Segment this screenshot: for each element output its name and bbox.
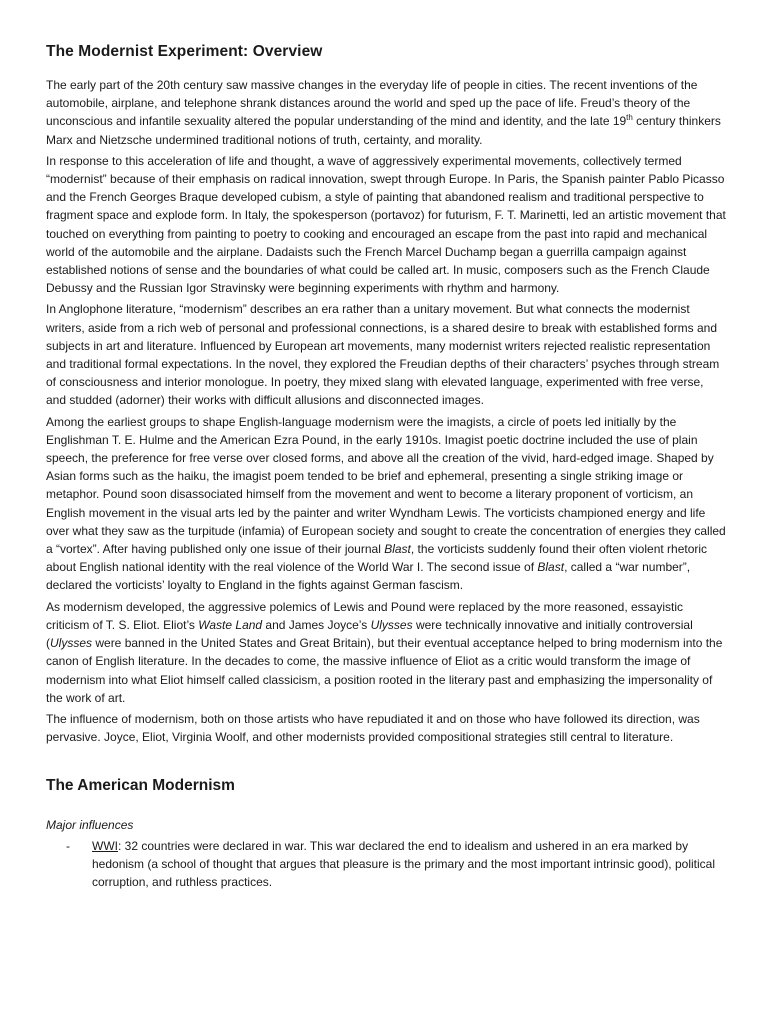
paragraph-4-text-a: Among the earliest groups to shape English-language modernism were the imagists, a circle of poets led initially by the Englishman T. E. Hulme and the American Ezra Pound, in the early 1910s. Imagist poetic doctrine included the use of plain speech, the preference for free verse over closed forms, and above all the creation of the vivid, hard-edged image. Shaped by Asian forms such as the haiku, the imagist poem tended to be brief and ephemeral, presenting a single striking image or metaphor. Pound soon disassociated himself from the movement and went to become a literary proponent of vorticism, an English movement in the visual arts led by the painter and writer Wyndham Lewis. The vorticists championed energy and life over what they saw as the turpitude (infamia) of European society and sought to create the concentration of energies they called a “vortex”. After having published only one issue of their journal [46, 414, 726, 557]
list-item-text: 32 countries were declared in war. This war declared the end to idealism and ushered in an era marked by hedonism (a school of thought that argues that pleasure is the primary and the most important intrinsic good), political corruption, and ruthless practices. [92, 838, 715, 889]
paragraph-4 [46, 413, 726, 595]
list-item-colon: : [118, 838, 122, 853]
paragraph-1-text-b: century thinkers Marx and Nietzsche undermined traditional notions of truth, certainty, and morality. [46, 114, 721, 147]
document-page [46, 42, 726, 891]
list-dash: - [66, 838, 70, 853]
blast-title-2: Blast [537, 560, 565, 575]
paragraph-5-text-c: were technically innovative and initially controversial ( [46, 617, 693, 651]
ordinal-suffix: th [626, 113, 633, 123]
paragraph-4-text-b: , the vorticists suddenly found their often violent rhetoric about English national identity with the real violence of the World War I. The second issue of [46, 542, 708, 575]
paragraph-1 [46, 76, 726, 149]
section-title: The American Modernism [46, 777, 235, 795]
paragraph-2: In response to this acceleration of life and thought, a wave of aggressively experimental movements, collectively termed “modernist” because of their emphasis on radical innovation, swept through Europe. In Paris, the Spanish painter Pablo Picasso and the French Georges Braque developed cubism, a style of painting that abandoned realism and traditional perspective to fragment space and explode form. In Italy, the spokesperson (portavoz) for futurism, F. T. Marinetti, led an artistic movement that touched on everything from painting to poetry to cooking and encouraged an escape from the past into rapid and mechanical world of the automobile and the airplane. Dadaists such the French Marcel Duchamp began a guerrilla campaign against established notions of sense and the boundaries of what could be called art. In music, composers such as the French Claude Debussy and the Russian Igor Stravinsky were beginning experiments with rhythm and harmony. [46, 153, 726, 296]
section-subhead: Major influences [46, 818, 134, 833]
list-item-term: WWI [92, 838, 118, 853]
paragraph-5 [46, 598, 726, 707]
paragraph-1-text-a: The early part of the 20th century saw massive changes in the everyday life of people in cities. The recent inventions of the automobile, airplane, and telephone shrank distances around the world and sped up the pace of life. Freud’s theory of the unconscious and infantile sexuality altered the popular understanding of the mind and identity, and the late 19 [46, 78, 698, 129]
paragraph-5-text-a: As modernism developed, the aggressive polemics of Lewis and Pound were replaced by the more reasoned, essayistic criticism of T. S. Eliot. Eliot’s [46, 599, 684, 632]
blast-title-1: Blast [384, 542, 411, 557]
waste-land-title: Waste Land [198, 617, 263, 632]
paragraph-4-text-c: , called a “war number”, declared the vorticists’ loyalty to England in the fights against German fascism. [46, 560, 691, 593]
influences-list [46, 837, 726, 892]
ulysses-title-2: Ulysses [50, 636, 93, 651]
paragraph-6: The influence of modernism, both on those artists who have repudiated it and on those who have followed its direction, was pervasive. Joyce, Eliot, Virginia Woolf, and other modernists provided compositional strategies still central to literature. [46, 711, 700, 745]
list-item [46, 837, 726, 892]
ulysses-title-1: Ulysses [370, 617, 413, 632]
paragraph-5-text-d: were banned in the United States and Great Britain), but their eventual acceptance helped to bring modernism into the canon of English literature. In the decades to come, the massive influence of Eliot as a critic would transform the image of modernism into what Eliot himself called classicism, a position rooted in the literary past and emphasizing the impersonality of the work of art. [46, 636, 723, 705]
paragraph-5-text-b: and James Joyce’s [262, 617, 371, 632]
paragraph-3: In Anglophone literature, “modernism” describes an era rather than a unitary movement. But what connects the modernist writers, aside from a rich web of personal and professional connections, is a shared desire to break with established forms and subjects in art and literature. Influenced by European art movements, many modernist writers rejected realistic representation and traditional formal expectations. In the novel, they explored the Freudian depths of their characters’ psyches through stream of consciousness and interior monologue. In poetry, they mixed slang with elevated language, experimented with free verse, and studded (adorner) their works with difficult allusions and disconnected images. [46, 302, 720, 408]
page-title: The Modernist Experiment: Overview [46, 43, 323, 60]
